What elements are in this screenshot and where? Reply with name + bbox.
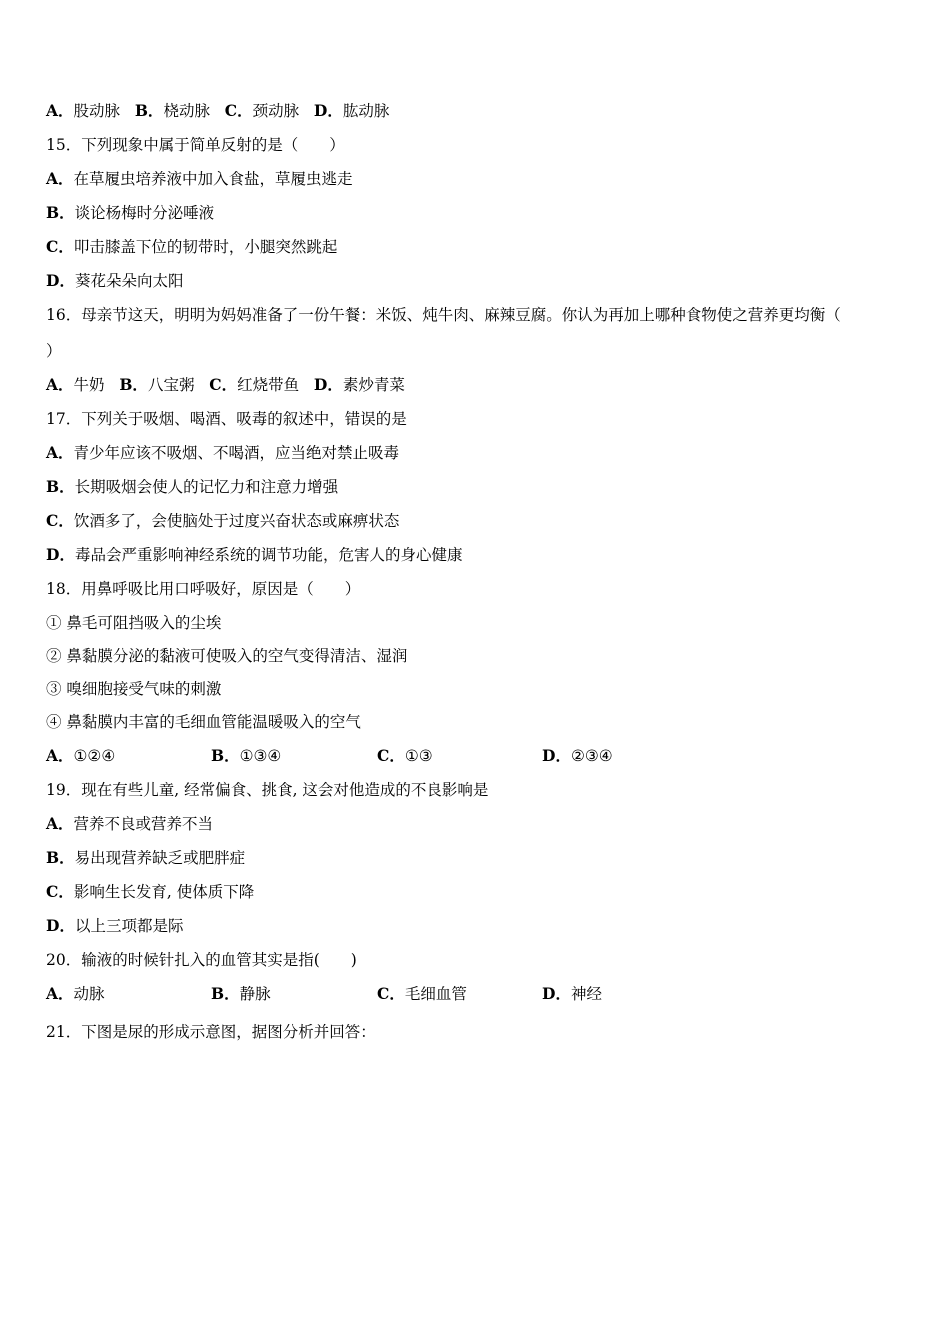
q14-option-c-label: C． (224, 101, 253, 120)
q15-option-b (46, 203, 214, 223)
q17-option-a-text: 青少年应该不吸烟、不喝酒，应当绝对禁止吸毒 (73, 444, 400, 462)
q19-option-b (46, 848, 245, 868)
q16-stem-line1: 16．母亲节这天，明明为妈妈准备了一份午餐：米饭、炖牛肉、麻辣豆腐。你认为再加上哪种食物使之营养更均衡（ (46, 306, 841, 324)
q19-option-b-label: B． (46, 848, 75, 867)
q20-option-c (377, 984, 467, 1004)
q16-option-a-text: 牛奶 (73, 376, 105, 394)
q15-option-d (46, 271, 183, 291)
q18-stem: 18．用鼻呼吸比用口呼吸好，原因是（ ） (46, 580, 361, 598)
q19-option-c-label: C． (46, 882, 74, 901)
q20-option-a-text: 动脉 (73, 985, 105, 1003)
q19-option-c (46, 882, 254, 902)
q19-option-b-text: 易出现营养缺乏或肥胖症 (74, 849, 246, 867)
q20-stem: 20．输液的时候针扎入的血管其实是指( ) (46, 951, 357, 969)
q18-statement-3: ③ 嗅细胞接受气味的刺激 (46, 680, 222, 698)
q19-stem: 19．现在有些儿童, 经常偏食、挑食, 这会对他造成的不良影响是 (46, 781, 489, 799)
q18-option-b (211, 746, 281, 766)
q20-option-c-text: 毛细血管 (404, 985, 467, 1003)
q14-option-a-label: A． (46, 101, 74, 120)
q17-option-a (46, 443, 399, 463)
q18-option-d (542, 746, 613, 766)
q20-option-a (46, 984, 105, 1004)
q19-option-a (46, 814, 213, 834)
q15-stem: 15．下列现象中属于简单反射的是（ ） (46, 136, 345, 154)
q18-option-b-label: B． (211, 746, 240, 765)
q15-option-c-label: C． (46, 237, 74, 256)
q15-option-a-text: 在草履虫培养液中加入食盐，草履虫逃走 (73, 170, 353, 188)
q21-stem: 21．下图是尿的形成示意图，据图分析并回答： (46, 1023, 376, 1041)
q20-option-c-label: C． (377, 984, 405, 1003)
q17-option-d-label: D． (46, 545, 75, 564)
q20-option-a-label: A． (46, 984, 74, 1003)
q19-option-d-text: 以上三项都是际 (74, 917, 184, 935)
q17-option-b-text: 长期吸烟会使人的记忆力和注意力增强 (74, 478, 339, 496)
q18-statement-4: ④ 鼻黏膜内丰富的毛细血管能温暖吸入的空气 (46, 713, 361, 731)
q18-option-c-text: ①③ (404, 747, 433, 765)
q16-stem-line2: ） (46, 342, 62, 360)
q14-option-d-text: 肱动脉 (342, 102, 390, 120)
q19-option-d (46, 916, 183, 936)
q15-option-a-label: A． (46, 169, 74, 188)
q15-option-c-text: 叩击膝盖下位的韧带时，小腿突然跳起 (73, 238, 338, 256)
q14-option-c-text: 颈动脉 (252, 102, 300, 120)
q20-option-b-label: B． (211, 984, 240, 1003)
q16-option-a-label: A． (46, 375, 74, 394)
q18-option-d-text: ②③④ (570, 747, 613, 765)
q15-option-a (46, 169, 353, 189)
q14-option-b-text: 桡动脉 (163, 102, 210, 120)
q17-option-d-text: 毒品会严重影响神经系统的调节功能，危害人的身心健康 (74, 546, 463, 564)
q14-option-b-label: B． (134, 101, 164, 120)
q18-option-c (377, 746, 433, 766)
q16-option-c-label: C． (209, 375, 238, 394)
q18-statement-1: ① 鼻毛可阻挡吸入的尘埃 (46, 614, 222, 632)
q18-statement-2: ② 鼻黏膜分泌的黏液可使吸入的空气变得清洁、湿润 (46, 647, 408, 665)
q17-option-c (46, 511, 399, 531)
q17-option-c-text: 饮酒多了，会使脑处于过度兴奋状态或麻痹状态 (73, 512, 400, 530)
q19-option-a-label: A． (46, 814, 74, 833)
q17-option-b-label: B． (46, 477, 75, 496)
q15-option-c (46, 237, 337, 257)
q18-option-a-label: A． (46, 746, 74, 765)
q20-option-d-label: D． (542, 984, 571, 1003)
q19-option-a-text: 营养不良或营养不当 (73, 815, 214, 833)
q18-option-a (46, 746, 115, 766)
q16-option-b-text: 八宝粥 (147, 376, 195, 394)
q17-stem: 17．下列关于吸烟、喝酒、吸毒的叙述中，错误的是 (46, 410, 407, 428)
q14-option-d-label: D． (313, 101, 343, 120)
q16-option-d-label: D． (313, 375, 343, 394)
q15-option-d-label: D． (46, 271, 75, 290)
q17-option-a-label: A． (46, 443, 74, 462)
q15-option-b-label: B． (46, 203, 75, 222)
q20-option-d (542, 984, 602, 1004)
q17-option-d (46, 545, 462, 565)
q19-option-d-label: D． (46, 916, 75, 935)
q15-option-d-text: 葵花朵朵向太阳 (74, 272, 184, 290)
q20-option-d-text: 神经 (570, 985, 602, 1003)
q17-option-c-label: C． (46, 511, 74, 530)
q15-option-b-text: 谈论杨梅时分泌唾液 (74, 204, 215, 222)
q20-option-b-text: 静脉 (239, 985, 271, 1003)
q16-option-c-text: 红烧带鱼 (237, 376, 300, 394)
q18-option-c-label: C． (377, 746, 405, 765)
q14-options (46, 101, 389, 121)
q16-options (46, 375, 405, 395)
q18-option-b-text: ①③④ (239, 747, 282, 765)
q18-option-d-label: D． (542, 746, 571, 765)
q14-option-a-text: 股动脉 (73, 102, 121, 120)
q16-option-d-text: 素炒青菜 (342, 376, 405, 394)
q16-option-b-label: B． (119, 375, 148, 394)
q18-option-a-text: ①②④ (73, 747, 116, 765)
q20-option-b (211, 984, 271, 1004)
q19-option-c-text: 影响生长发育, 使体质下降 (73, 883, 255, 901)
q17-option-b (46, 477, 338, 497)
